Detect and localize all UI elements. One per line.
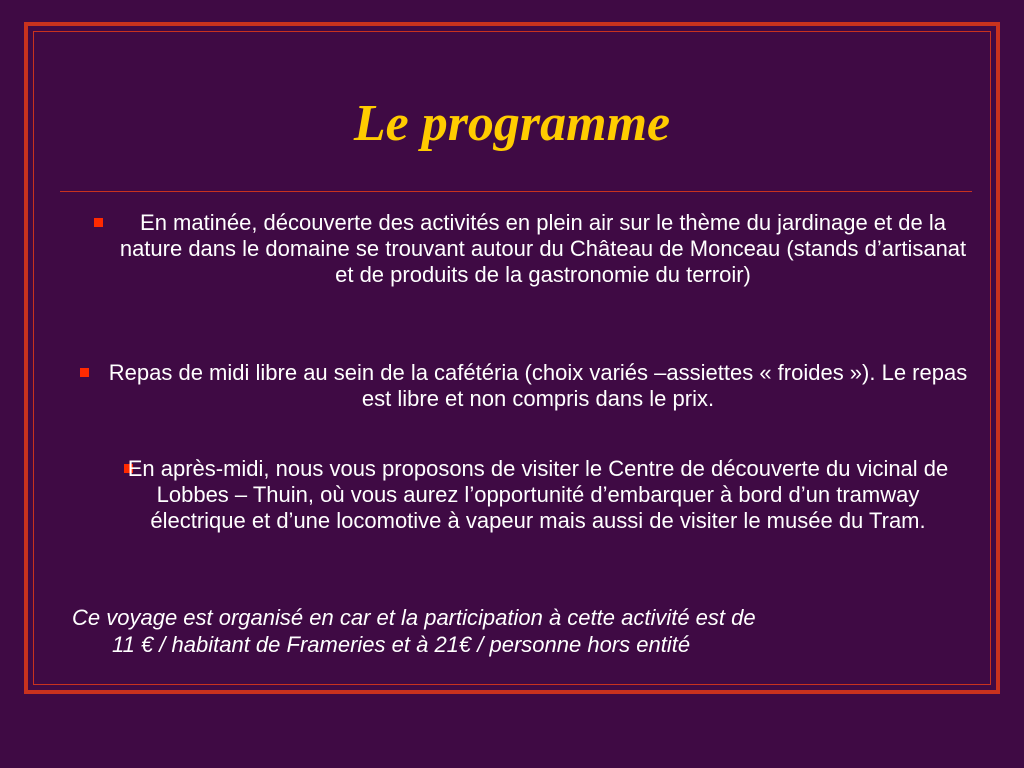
- bullet-afternoon: En après-midi, nous vous proposons de visiter le Centre de découverte du vicinal de Lobbes – Thuin, où vous aurez l’opportunité d’embarquer à bord d’un tramway électrique et d’une locomotive à vapeur mais aussi de visiter le musée du Tram.: [127, 456, 949, 533]
- square-bullet-icon: [80, 368, 89, 377]
- title-divider: [60, 191, 972, 192]
- price-note: [60, 604, 970, 658]
- price-note-line1: Ce voyage est organisé en car et la participation à cette activité est de: [72, 605, 756, 630]
- price-note-line2: 11 € / habitant de Frameries et à 21€ / personne hors entité: [112, 632, 691, 657]
- bullet-morning: En matinée, découverte des activités en plein air sur le thème du jardinage et de la nature dans le domaine se trouvant autour du Château de Monceau (stands d’artisanat et de produits de la gastronomie du terroir): [119, 210, 967, 287]
- slide-title: Le programme: [353, 95, 671, 152]
- square-bullet-icon: [94, 218, 103, 227]
- bullet-lunch: Repas de midi libre au sein de la cafétéria (choix variés –assiettes « froides »). Le repas est libre et non compris dans le prix.: [108, 360, 968, 411]
